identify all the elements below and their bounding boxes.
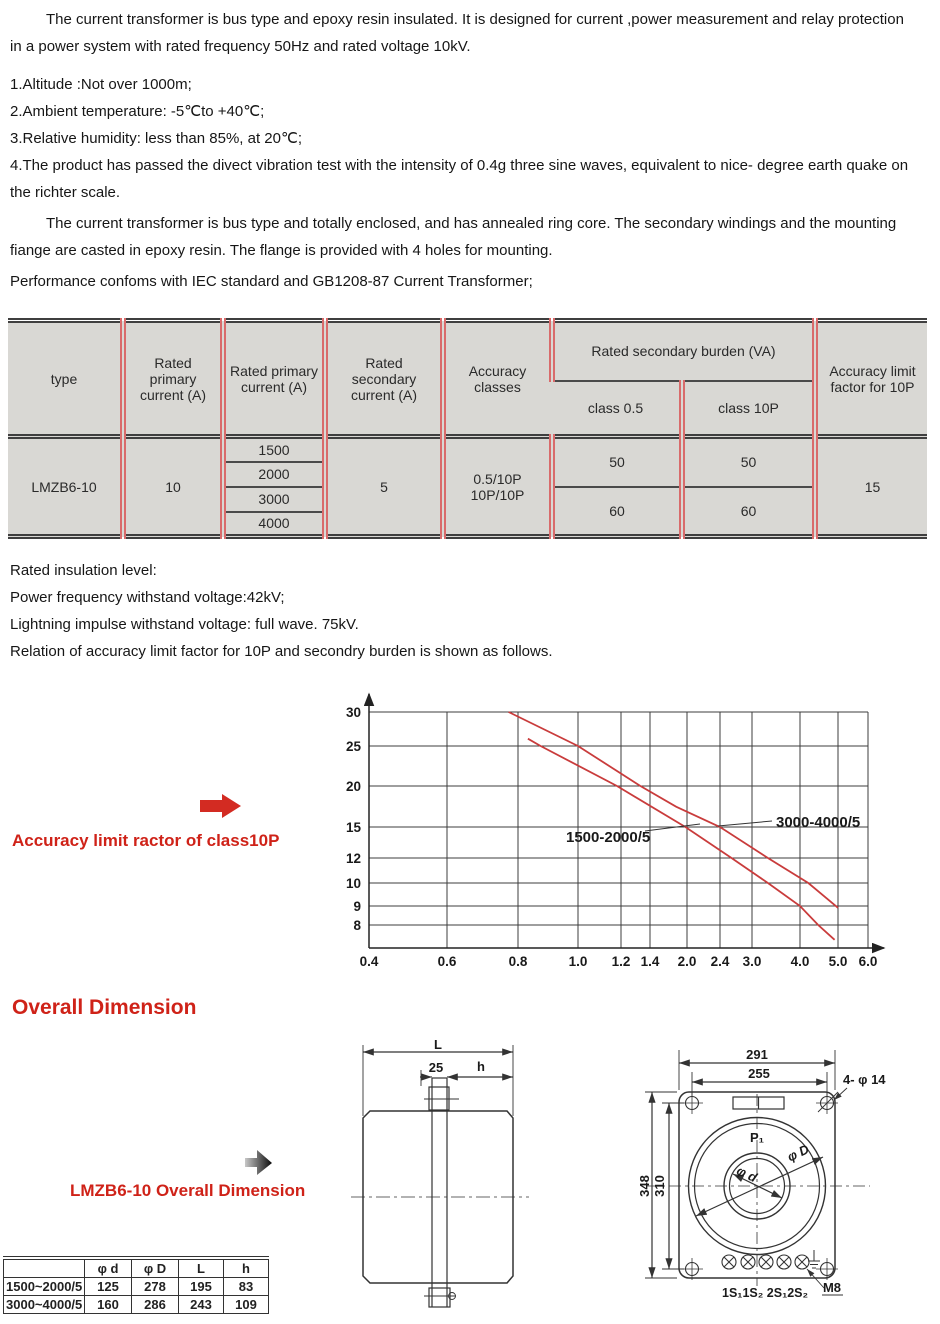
dim-header-L: L: [179, 1258, 224, 1278]
y-tick-label: 9: [353, 899, 361, 914]
cell-burden10p-50: 50: [682, 437, 815, 487]
label-m8: M8: [822, 1280, 842, 1295]
dim-row2-D: 286: [132, 1296, 179, 1314]
side-view-drawing: [340, 1035, 540, 1320]
y-tick-label: 20: [345, 779, 361, 794]
dim-header-blank: [4, 1258, 85, 1278]
lightning-impulse-line: Lightning impulse withstand voltage: full wave. 75kV.: [10, 616, 359, 633]
x-tick-label: 0.4: [359, 954, 379, 969]
cell-limit-factor: 15: [815, 437, 927, 537]
cell-tap-1500: 1500: [223, 437, 325, 462]
front-view-drawing: [638, 1040, 940, 1310]
dim-row2-L: 243: [179, 1296, 224, 1314]
insulation-level-line: Rated insulation level:: [10, 562, 157, 579]
x-tick-label: 0.8: [508, 954, 528, 969]
col-header-class-10p: class 10P: [682, 381, 815, 437]
cell-tap-3000: 3000: [223, 487, 325, 512]
col-header-rated-primary-2: Rated primary current (A): [223, 321, 325, 437]
label-310: 310: [652, 1175, 667, 1197]
condition-humidity: 3.Relative humidity: less than 85%, at 20℃;: [10, 130, 302, 147]
label-25: 25: [428, 1060, 444, 1075]
accuracy-line-1: 0.5/10P: [473, 470, 522, 487]
dim-row1-h: 83: [224, 1278, 269, 1296]
cell-secondary-current: 5: [325, 437, 443, 537]
ground-symbol: [808, 1250, 820, 1268]
x-tick-label: 5.0: [828, 954, 848, 969]
x-tick-label: 6.0: [858, 954, 878, 969]
label-phid: φ d: [734, 1162, 760, 1186]
dimension-table: [3, 1256, 269, 1314]
intro-paragraph-2: The current transformer is bus type and totally enclosed, and has annealed ring core. The secondary windings and the mounting fiange are casted in epoxy resin. The flange is provided with 4 holes for mounting.: [10, 215, 897, 259]
power-frequency-line: Power frequency withstand voltage:42kV;: [10, 589, 285, 606]
x-tick-label: 0.6: [437, 954, 457, 969]
cell-burden05-50: 50: [552, 437, 682, 487]
curve-label-3000-4000/5: 3000-4000/5: [776, 814, 861, 831]
dim-header-h: h: [224, 1258, 269, 1278]
label-L: L: [434, 1037, 442, 1052]
label-terminals: 1S₁1S₂ 2S₁2S₂: [722, 1286, 809, 1300]
accuracy-limit-chart: [335, 678, 910, 980]
y-tick-label: 10: [345, 876, 361, 891]
condition-altitude: 1.Altitude :Not over 1000m;: [10, 76, 192, 93]
x-tick-label: 2.4: [710, 954, 730, 969]
col-header-rated-primary-1: Rated primary current (A): [123, 321, 223, 437]
overall-dimension-heading: Overall Dimension: [12, 996, 197, 1019]
cell-type: LMZB6-10: [8, 437, 123, 537]
curve-3000-4000/5: [509, 712, 838, 908]
cell-tap-2000: 2000: [223, 462, 325, 487]
black-arrow-icon: [244, 1148, 274, 1178]
label-291: 291: [746, 1047, 768, 1062]
dim-row1-L: 195: [179, 1278, 224, 1296]
lmzb-overall-dimension-caption: LMZB6-10 Overall Dimension: [70, 1181, 306, 1200]
dim-header-phi-d: φ d: [85, 1258, 132, 1278]
col-header-rated-secondary: Rated secondary current (A): [325, 321, 443, 437]
chart-caption: Accuracy limit ractor of class10P: [12, 831, 280, 850]
dim-row2-h: 109: [224, 1296, 269, 1314]
x-tick-label: 1.4: [640, 954, 660, 969]
cell-burden05-60: 60: [552, 487, 682, 537]
cell-primary-current: 10: [123, 437, 223, 537]
condition-vibration: 4.The product has passed the divect vibration test with the intensity of 0.4g three sine waves, equivalent to nice- degree earth quake on the richter scale.: [10, 157, 909, 201]
y-tick-label: 25: [345, 739, 361, 754]
col-header-accuracy-classes: Accuracy classes: [443, 321, 552, 437]
performance-line: Performance confoms with IEC standard and GB1208-87 Current Transformer;: [10, 273, 533, 290]
red-arrow-icon: [198, 793, 244, 821]
dim-row1-range: 1500~2000/5: [4, 1278, 85, 1296]
label-255: 255: [748, 1066, 770, 1081]
dim-header-phi-D: φ D: [132, 1258, 179, 1278]
label-p1: P₁: [749, 1130, 765, 1145]
curve-leader: [718, 821, 772, 826]
x-tick-label: 3.0: [742, 954, 762, 969]
dim-row2-d: 160: [85, 1296, 132, 1314]
relation-line: Relation of accuracy limit factor for 10P and secondry burden is shown as follows.: [10, 643, 553, 660]
col-header-burden: Rated secondary burden (VA): [552, 321, 815, 381]
label-348: 348: [637, 1175, 652, 1197]
label-h: h: [477, 1059, 485, 1074]
dim-row2-range: 3000~4000/5: [4, 1296, 85, 1314]
cell-tap-4000: 4000: [223, 512, 325, 537]
col-header-class-05: class 0.5: [552, 381, 682, 437]
col-header-limit-factor: Accuracy limit factor for 10P: [815, 321, 927, 437]
label-phiD: φ D: [784, 1141, 812, 1165]
spec-table: [8, 318, 927, 539]
curve-labels: [566, 814, 860, 846]
col-header-type: type: [8, 321, 123, 437]
label-4-phi14: 4- φ 14: [843, 1072, 886, 1087]
x-tick-label: 1.2: [611, 954, 631, 969]
accuracy-line-2: 10P/10P: [470, 486, 525, 503]
y-tick-label: 15: [345, 820, 361, 835]
y-tick-label: 30: [345, 705, 361, 720]
x-tick-label: 4.0: [790, 954, 810, 969]
x-tick-label: 1.0: [568, 954, 588, 969]
y-tick-label: 8: [353, 918, 361, 933]
terminal-screws: [722, 1255, 809, 1269]
y-tick-label: 12: [345, 851, 361, 866]
condition-temperature: 2.Ambient temperature: -5℃to +40℃;: [10, 103, 265, 120]
cell-accuracy-classes: [443, 437, 552, 537]
dim-row1-D: 278: [132, 1278, 179, 1296]
intro-paragraph-1: The current transformer is bus type and epoxy resin insulated. It is designed for current ,power measurement and relay protection in a power system with rated frequency 50Hz and rated voltage 10kV.: [10, 11, 904, 55]
cell-burden10p-60: 60: [682, 487, 815, 537]
dim-row1-d: 125: [85, 1278, 132, 1296]
x-tick-label: 2.0: [677, 954, 697, 969]
curve-label-1500-2000/5: 1500-2000/5: [566, 829, 651, 846]
